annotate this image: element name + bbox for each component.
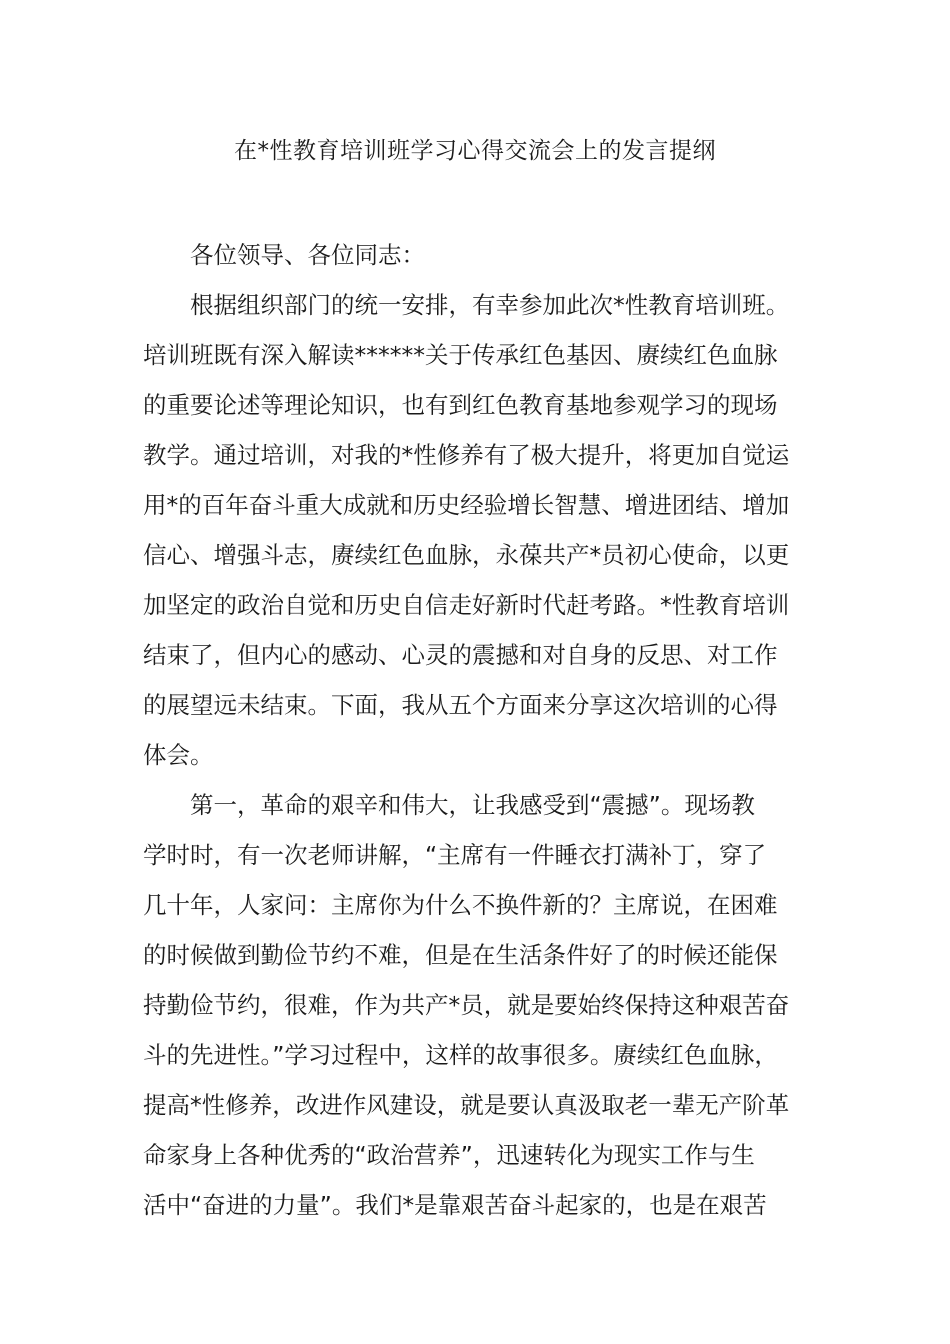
document-body (143, 230, 805, 1230)
paragraph-line: 教学。通过培训，对我的*性修养有了极大提升，将更加自觉运 (143, 441, 790, 469)
paragraph-line: 加坚定的政治自觉和历史自信走好新时代赶考路。*性教育培训 (143, 591, 790, 619)
paragraph-line: 提高*性修养，改进作风建设，就是要认真汲取老一辈无产阶革 (143, 1091, 790, 1119)
paragraph-line: 学时时，有一次老师讲解，“主席有一件睡衣打满补丁，穿了 (143, 841, 767, 869)
paragraph-line: 信心、增强斗志，赓续红色血脉，永葆共产*员初心使命，以更 (143, 541, 790, 569)
paragraph-line: 几十年，人家问：主席你为什么不换件新的？主席说，在困难 (143, 891, 778, 919)
paragraph-line: 用*的百年奋斗重大成就和历史经验增长智慧、增进团结、增加 (143, 491, 790, 519)
paragraph-line: 活中“奋进的力量”。我们*是靠艰苦奋斗起家的，也是在艰苦 (143, 1191, 767, 1219)
paragraph-line: 体会。 (143, 741, 214, 769)
salutation-line: 各位领导、各位同志： (190, 241, 425, 269)
paragraph-line: 结束了，但内心的感动、心灵的震撼和对自身的反思、对工作 (143, 641, 778, 669)
paragraph-line: 命家身上各种优秀的“政治营养”，迅速转化为现实工作与生 (143, 1141, 755, 1169)
paragraph-line: 的重要论述等理论知识，也有到红色教育基地参观学习的现场 (143, 391, 778, 419)
paragraph-line: 根据组织部门的统一安排，有幸参加此次*性教育培训班。 (190, 291, 790, 319)
paragraph-line: 的时候做到勤俭节约不难，但是在生活条件好了的时候还能保 (143, 941, 778, 969)
paragraph-line: 持勤俭节约，很难，作为共产*员，就是要始终保持这种艰苦奋 (143, 991, 790, 1019)
paragraph-line: 的展望远未结束。下面，我从五个方面来分享这次培训的心得 (143, 691, 778, 719)
document-title: 在*性教育培训班学习心得交流会上的发言提纲 (234, 138, 716, 164)
paragraph-line: 斗的先进性。”学习过程中，这样的故事很多。赓续红色血脉， (143, 1041, 778, 1069)
paragraph-line: 第一，革命的艰辛和伟大，让我感受到“震撼”。现场教 (190, 791, 755, 819)
paragraph-line: 培训班既有深入解读******关于传承红色基因、赓续红色血脉 (143, 341, 778, 369)
